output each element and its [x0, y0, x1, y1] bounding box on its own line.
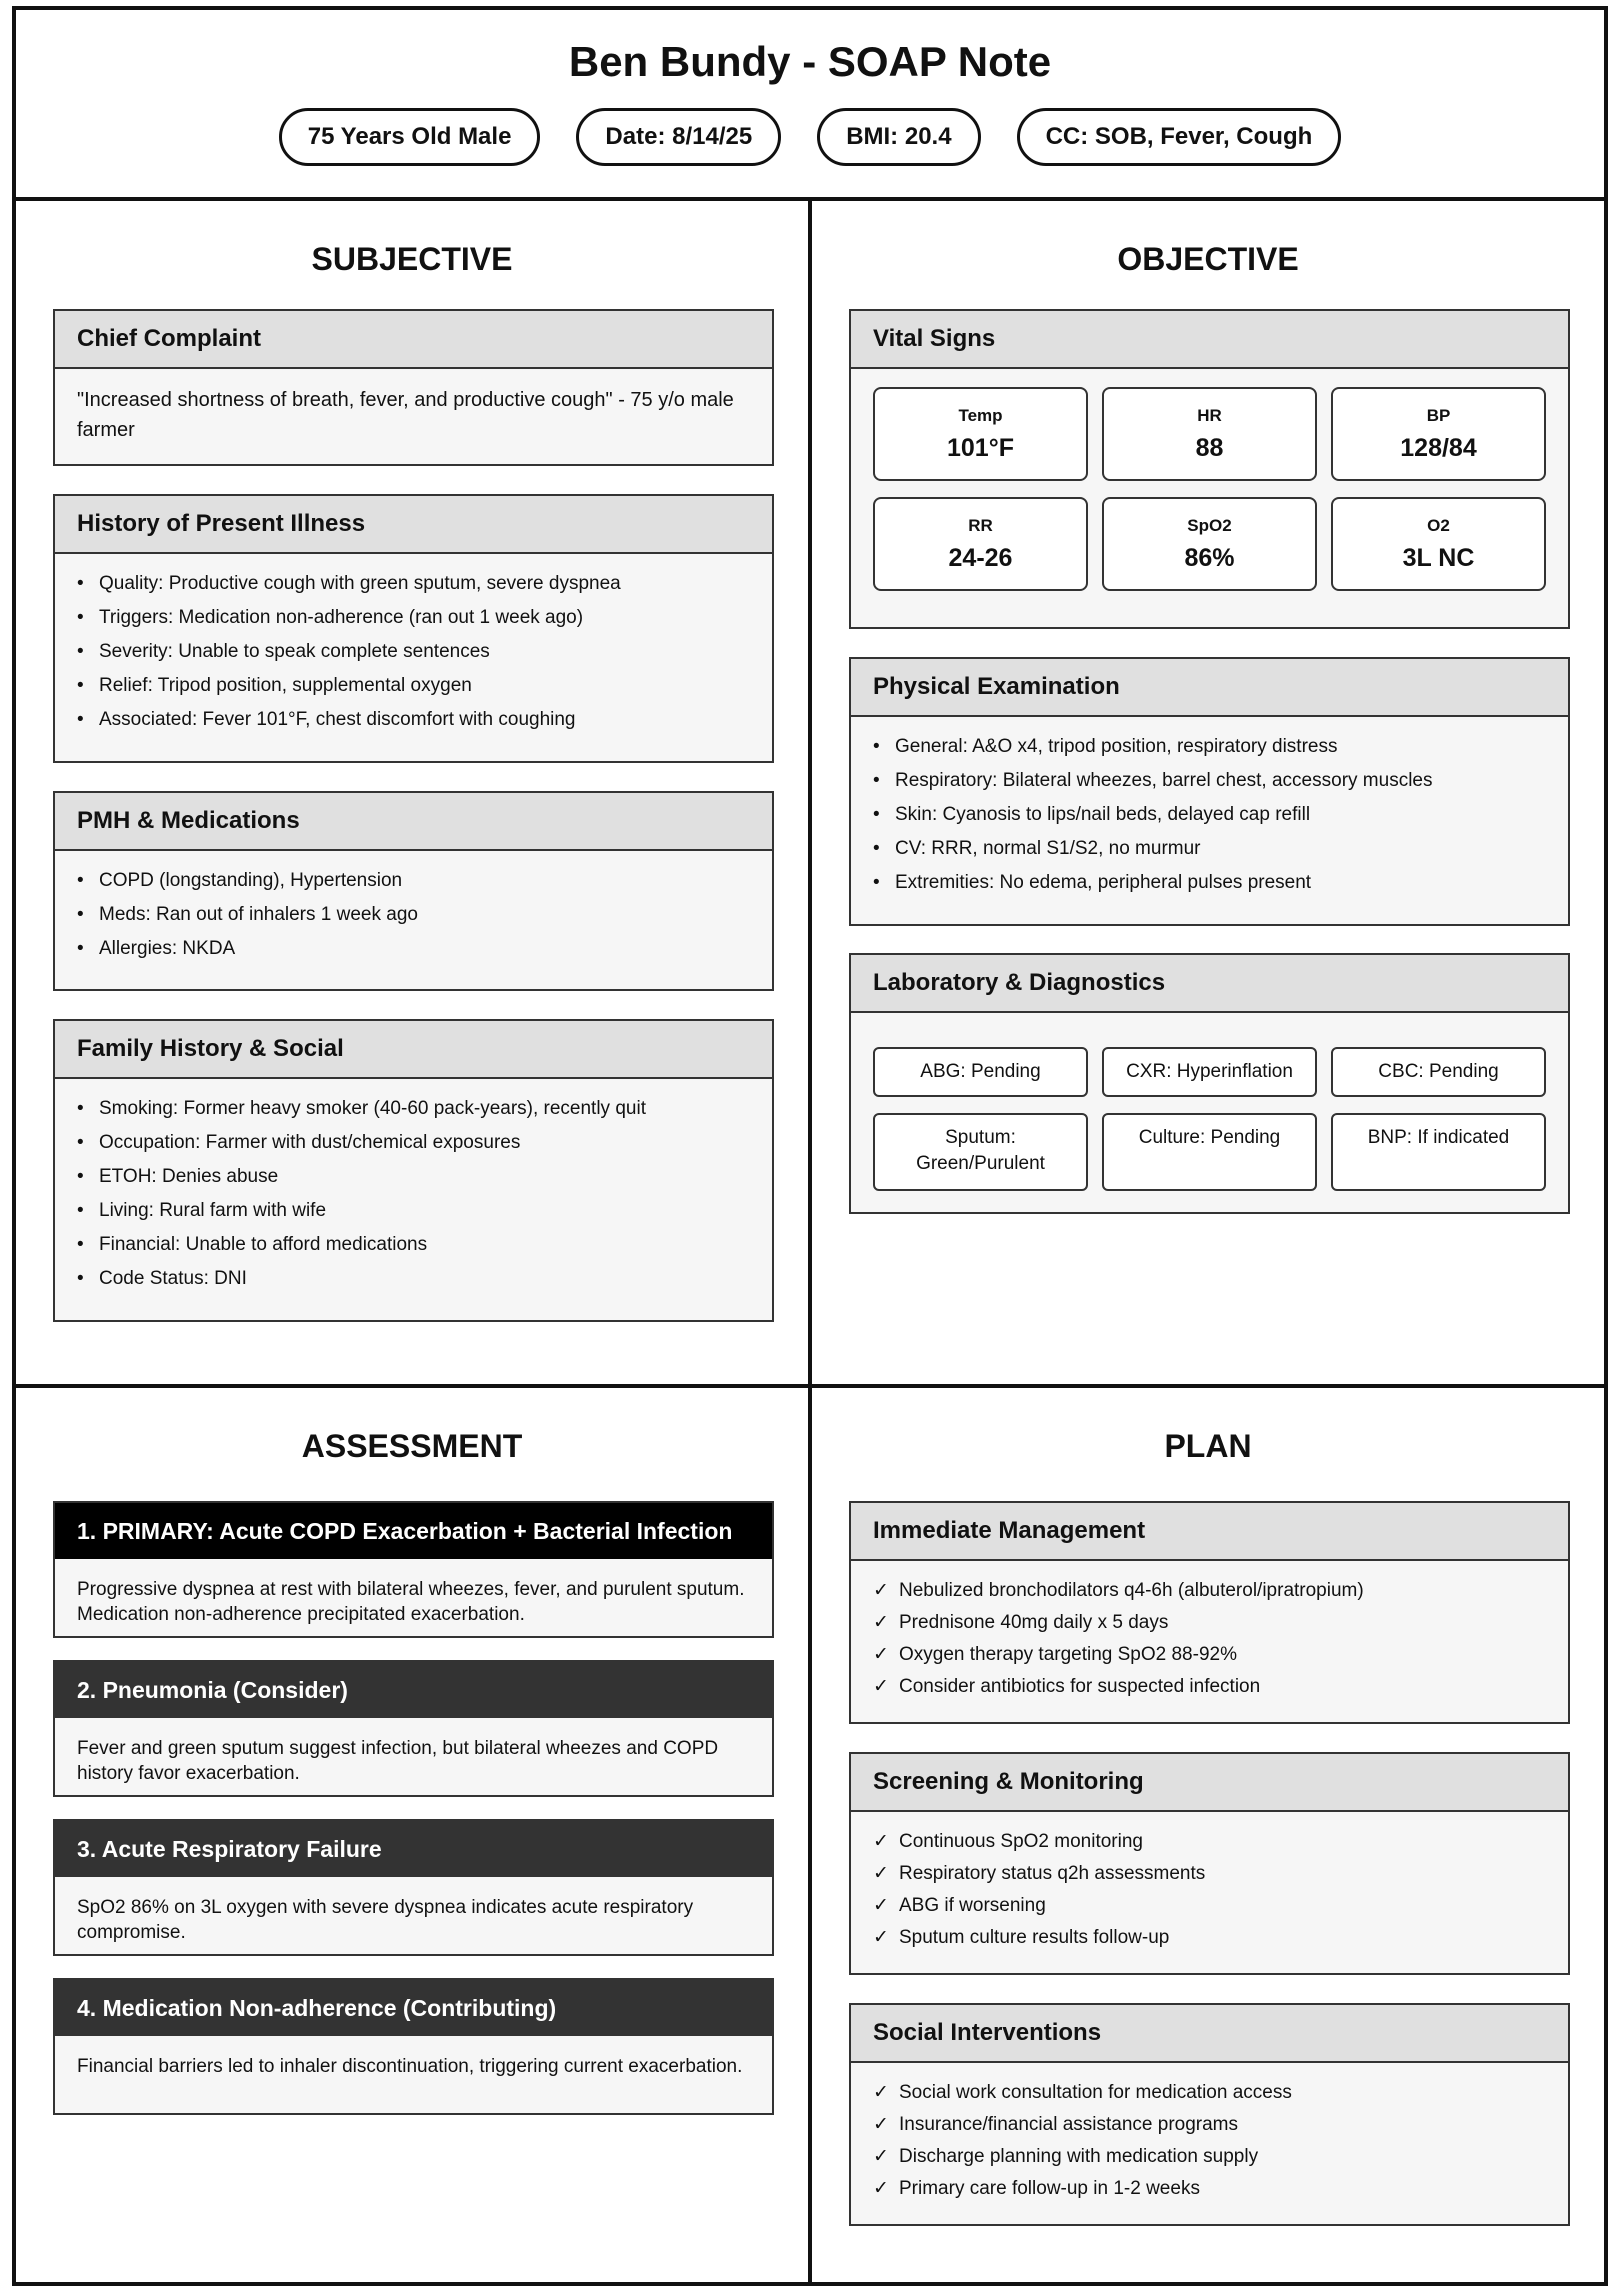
diagnosis-text: Progressive dyspnea at rest with bilateral wheezes, fever, and purulent sputum. Medication non-adherence precipitated exacerbation.: [77, 1579, 745, 1625]
list-item: • Triggers: Medication non-adherence (ran out 1 week ago): [77, 601, 750, 635]
list-item: ✓ ABG if worsening: [873, 1890, 1546, 1922]
immediate-management-list: [873, 1575, 1546, 1703]
physical-exam-card: [849, 657, 1570, 926]
pmh-card: [53, 791, 774, 991]
list-item: ✓ Social work consultation for medication access: [873, 2077, 1546, 2109]
age-sex-pill: 75 Years Old Male: [279, 108, 541, 166]
assessment-section: [16, 1388, 812, 2282]
list-item: ✓ Prednisone 40mg daily x 5 days: [873, 1607, 1546, 1639]
pmh-heading: PMH & Medications: [55, 793, 772, 851]
diagnosis-card-1: [53, 1501, 774, 1638]
vital-value: 128/84: [1400, 433, 1477, 462]
chief-complaint-text: "Increased shortness of breath, fever, and productive cough" - 75 y/o male farmer: [77, 389, 734, 441]
vital-signs-card: [849, 309, 1570, 629]
list-item: • Quality: Productive cough with green sputum, severe dyspnea: [77, 567, 750, 601]
lab-cxr: CXR: Hyperinflation: [1102, 1047, 1317, 1097]
vital-value: 88: [1195, 433, 1224, 462]
family-social-list: [77, 1092, 750, 1296]
labs-grid: [851, 1013, 1568, 1209]
diagnosis-card-2: [53, 1660, 774, 1797]
list-item: ✓ Discharge planning with medication supply: [873, 2141, 1546, 2173]
diagnosis-title: 2. Pneumonia (Consider): [55, 1662, 772, 1718]
list-item: • CV: RRR, normal S1/S2, no murmur: [873, 832, 1546, 866]
list-item: • Allergies: NKDA: [77, 932, 750, 966]
screening-monitoring-card: [849, 1752, 1570, 1975]
plan-section: [812, 1388, 1604, 2282]
list-item: • Skin: Cyanosis to lips/nail beds, delayed cap refill: [873, 798, 1546, 832]
lab-cbc: CBC: Pending: [1331, 1047, 1546, 1097]
chief-complaint-card: [53, 309, 774, 466]
vital-value: 3L NC: [1402, 543, 1475, 572]
list-item: ✓ Respiratory status q2h assessments: [873, 1858, 1546, 1890]
list-item: • ETOH: Denies abuse: [77, 1160, 750, 1194]
screening-monitoring-heading: Screening & Monitoring: [851, 1754, 1568, 1812]
hpi-heading: History of Present Illness: [55, 496, 772, 554]
page-title: Ben Bundy - SOAP Note: [568, 38, 1052, 85]
labs-diagnostics-card: [849, 953, 1570, 1214]
social-interventions-card: [849, 2003, 1570, 2226]
objective-section: [812, 201, 1604, 1388]
immediate-management-heading: Immediate Management: [851, 1503, 1568, 1561]
list-item: • Occupation: Farmer with dust/chemical exposures: [77, 1126, 750, 1160]
diagnosis-text: Financial barriers led to inhaler discontinuation, triggering current exacerbation.: [77, 2056, 743, 2077]
labs-diagnostics-heading: Laboratory & Diagnostics: [851, 955, 1568, 1013]
list-item: ✓ Insurance/financial assistance programs: [873, 2109, 1546, 2141]
subjective-section: [16, 201, 812, 1388]
vital-value: 101°F: [947, 433, 1014, 462]
vital-o2: [1331, 497, 1546, 591]
vital-label: Temp: [958, 405, 1003, 425]
list-item: ✓ Nebulized bronchodilators q4-6h (albuterol/ipratropium): [873, 1575, 1546, 1607]
plan-title: PLAN: [1164, 1428, 1252, 1464]
diagnosis-title: 3. Acute Respiratory Failure: [55, 1821, 772, 1877]
physical-exam-list: [873, 730, 1546, 900]
list-item: • General: A&O x4, tripod position, respiratory distress: [873, 730, 1546, 764]
diagnosis-title: 1. PRIMARY: Acute COPD Exacerbation + Bacterial Infection: [55, 1503, 772, 1559]
list-item: • Code Status: DNI: [77, 1262, 750, 1296]
lab-sputum: Sputum: Green/Purulent: [873, 1113, 1088, 1191]
list-item: • Financial: Unable to afford medications: [77, 1228, 750, 1262]
vital-signs-grid: [851, 369, 1568, 609]
vital-bp: [1331, 387, 1546, 481]
family-social-card: [53, 1019, 774, 1322]
vital-label: O2: [1427, 515, 1450, 535]
vital-signs-heading: Vital Signs: [851, 311, 1568, 369]
hpi-card: [53, 494, 774, 763]
list-item: • Respiratory: Bilateral wheezes, barrel chest, accessory muscles: [873, 764, 1546, 798]
list-item: • Extremities: No edema, peripheral pulses present: [873, 866, 1546, 900]
vital-hr: [1102, 387, 1317, 481]
list-item: • Living: Rural farm with wife: [77, 1194, 750, 1228]
list-item: • COPD (longstanding), Hypertension: [77, 864, 750, 898]
social-interventions-heading: Social Interventions: [851, 2005, 1568, 2063]
hpi-list: [77, 567, 750, 737]
lab-culture: Culture: Pending: [1102, 1113, 1317, 1191]
screening-monitoring-list: [873, 1826, 1546, 1954]
vital-label: BP: [1426, 405, 1451, 425]
list-item: • Severity: Unable to speak complete sentences: [77, 635, 750, 669]
date-pill: Date: 8/14/25: [576, 108, 781, 166]
vital-temp: [873, 387, 1088, 481]
immediate-management-card: [849, 1501, 1570, 1724]
diagnosis-card-4: [53, 1978, 774, 2115]
list-item: • Relief: Tripod position, supplemental oxygen: [77, 669, 750, 703]
vital-label: SpO2: [1187, 515, 1232, 535]
diagnosis-text: Fever and green sputum suggest infection, but bilateral wheezes and COPD history favor exacerbation.: [77, 1738, 719, 1784]
list-item: • Smoking: Former heavy smoker (40-60 pack-years), recently quit: [77, 1092, 750, 1126]
vital-value: 86%: [1184, 543, 1235, 572]
vital-value: 24-26: [948, 543, 1013, 572]
vital-label: HR: [1197, 405, 1222, 425]
bmi-pill: BMI: 20.4: [817, 108, 980, 166]
soap-note-sheet: [12, 6, 1608, 2286]
diagnosis-title: 4. Medication Non-adherence (Contributing): [55, 1980, 772, 2036]
social-interventions-list: [873, 2077, 1546, 2205]
vital-rr: [873, 497, 1088, 591]
chief-complaint-pill: CC: SOB, Fever, Cough: [1017, 108, 1342, 166]
vital-spo2: [1102, 497, 1317, 591]
note-header: [16, 10, 1604, 201]
diagnosis-card-3: [53, 1819, 774, 1956]
vital-label: RR: [968, 515, 993, 535]
subjective-title: SUBJECTIVE: [311, 241, 513, 277]
lab-bnp: BNP: If indicated: [1331, 1113, 1546, 1191]
patient-summary-pills: [16, 108, 1604, 166]
chief-complaint-heading: Chief Complaint: [55, 311, 772, 369]
objective-title: OBJECTIVE: [1117, 241, 1299, 277]
list-item: ✓ Oxygen therapy targeting SpO2 88-92%: [873, 1639, 1546, 1671]
list-item: ✓ Continuous SpO2 monitoring: [873, 1826, 1546, 1858]
list-item: ✓ Sputum culture results follow-up: [873, 1922, 1546, 1954]
physical-exam-heading: Physical Examination: [851, 659, 1568, 717]
lab-abg: ABG: Pending: [873, 1047, 1088, 1097]
pmh-list: [77, 864, 750, 966]
list-item: ✓ Primary care follow-up in 1-2 weeks: [873, 2173, 1546, 2205]
diagnosis-text: SpO2 86% on 3L oxygen with severe dyspnea indicates acute respiratory compromise.: [77, 1897, 694, 1943]
list-item: • Meds: Ran out of inhalers 1 week ago: [77, 898, 750, 932]
list-item: • Associated: Fever 101°F, chest discomfort with coughing: [77, 703, 750, 737]
family-social-heading: Family History & Social: [55, 1021, 772, 1079]
assessment-title: ASSESSMENT: [301, 1428, 523, 1464]
list-item: ✓ Consider antibiotics for suspected infection: [873, 1671, 1546, 1703]
